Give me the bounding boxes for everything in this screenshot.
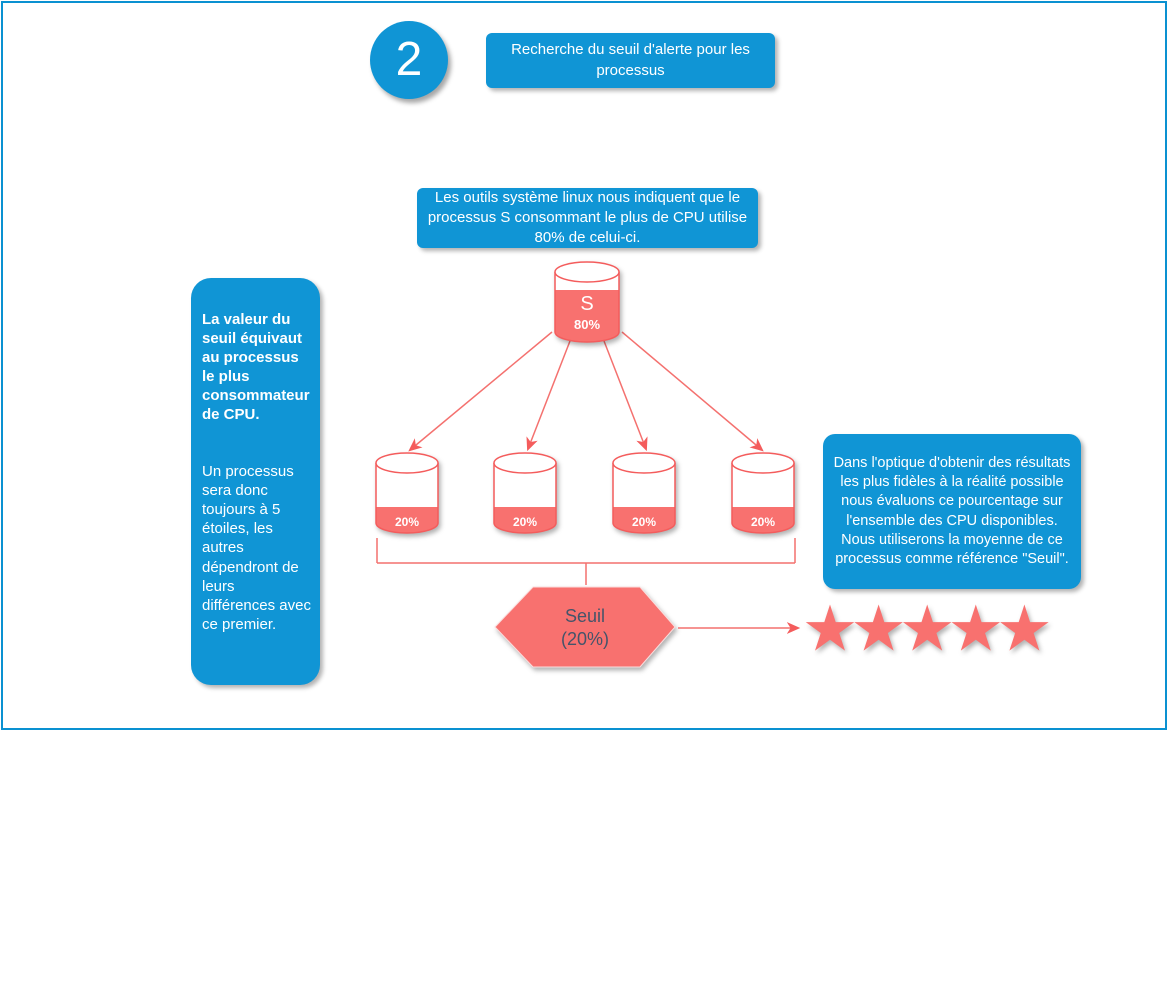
main-cylinder-label: S	[580, 293, 594, 315]
main-cylinder	[555, 262, 619, 342]
arrow-to-cpu-1	[410, 332, 552, 450]
arrow-to-cpu-3	[604, 341, 646, 449]
main-cylinder-value: 80%	[573, 317, 601, 332]
star-icon	[952, 605, 1001, 651]
star-icon	[903, 605, 952, 651]
title-text: Recherche du seuil d'alerte pour les processus	[511, 41, 750, 79]
star-icon	[806, 605, 855, 651]
fanout-arrows	[410, 332, 762, 450]
arrow-to-cpu-4	[622, 332, 762, 450]
cpu-cylinder-3	[613, 453, 675, 533]
cpu-cylinder-4-value: 20%	[750, 515, 776, 529]
star-icon	[1000, 605, 1049, 651]
arrow-to-cpu-2	[528, 341, 570, 449]
star-icon	[854, 605, 903, 651]
step-number: 2	[395, 33, 423, 86]
cpu-cylinder-1-value: 20%	[394, 515, 420, 529]
cpu-cylinder-2	[494, 453, 556, 533]
cpu-cylinder-4	[732, 453, 794, 533]
left-note-bold-paragraph: La valeur du seuil équivaut au processus le plus consommateur de CPU.	[202, 311, 310, 424]
seuil-hexagon-line2: (20%)	[560, 629, 610, 649]
cpu-cylinder-3-value: 20%	[631, 515, 657, 529]
star-rating	[806, 605, 1049, 651]
left-note-paragraph: Un processus sera donc toujours à 5 étoiles, les autres dépendront de leurs différences avec ce premier.	[202, 463, 311, 633]
seuil-hexagon-line1: Seuil	[564, 606, 606, 626]
cpu-cylinder-2-value: 20%	[512, 515, 538, 529]
cpu-cylinder-1	[376, 453, 438, 533]
info-text: Les outils système linux nous indiquent que le processus S consommant le plus de CPU utilise 80% de celui-ci.	[427, 189, 748, 246]
seuil-hexagon	[495, 587, 675, 667]
bracket-connector	[377, 538, 795, 585]
right-note-text: Dans l'optique d'obtenir des résultats les plus fidèles à la réalité possible nous évaluons ce pourcentage sur l'ensemble des CPU disponibles. Nous utiliserons la moyenne de ce processus comme référence "Seuil".	[833, 454, 1071, 568]
